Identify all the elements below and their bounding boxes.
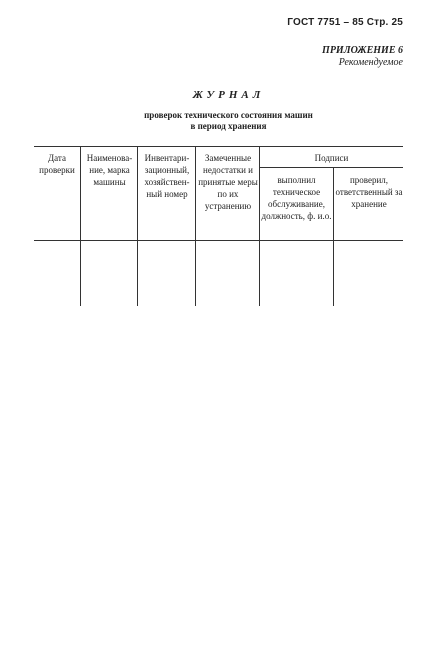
appendix-status: Рекомендуемое [338,57,403,68]
header-date: Дата проверки [39,153,75,175]
header-inventory: Инвентари-зационный, хозяйствен-ный номер [144,153,190,199]
subtitle-line-1: проверок технического состояния машин [144,110,313,120]
header-bottom-rule [34,240,403,241]
header-checked: проверил, ответственный за хранение [335,175,403,209]
signatures-divider [259,167,403,168]
header-performed: выполнил техническое обслуживание, должность, ф. и.о. [261,175,332,221]
header-signatures: Подписи [314,153,349,163]
header-name: Наименова-ние, марка машины [86,153,133,187]
appendix-label: ПРИЛОЖЕНИЕ 6 [322,45,403,56]
page-header: ГОСТ 7751 – 85 Стр. 25 [287,17,403,28]
header-defects: Замеченные недостатки и принятые меры по их устранению [198,153,258,211]
table-top-rule [34,146,403,147]
col-divider-2 [137,146,138,306]
col-divider-3 [195,146,196,306]
subtitle-line-2: в период хранения [190,121,267,131]
appendix-block [322,45,403,69]
document-title: ЖУРНАЛ [192,89,265,101]
col-divider-4 [259,146,260,306]
col-divider-5 [333,167,334,306]
col-divider-1 [80,146,81,306]
document-subtitle [0,110,431,132]
